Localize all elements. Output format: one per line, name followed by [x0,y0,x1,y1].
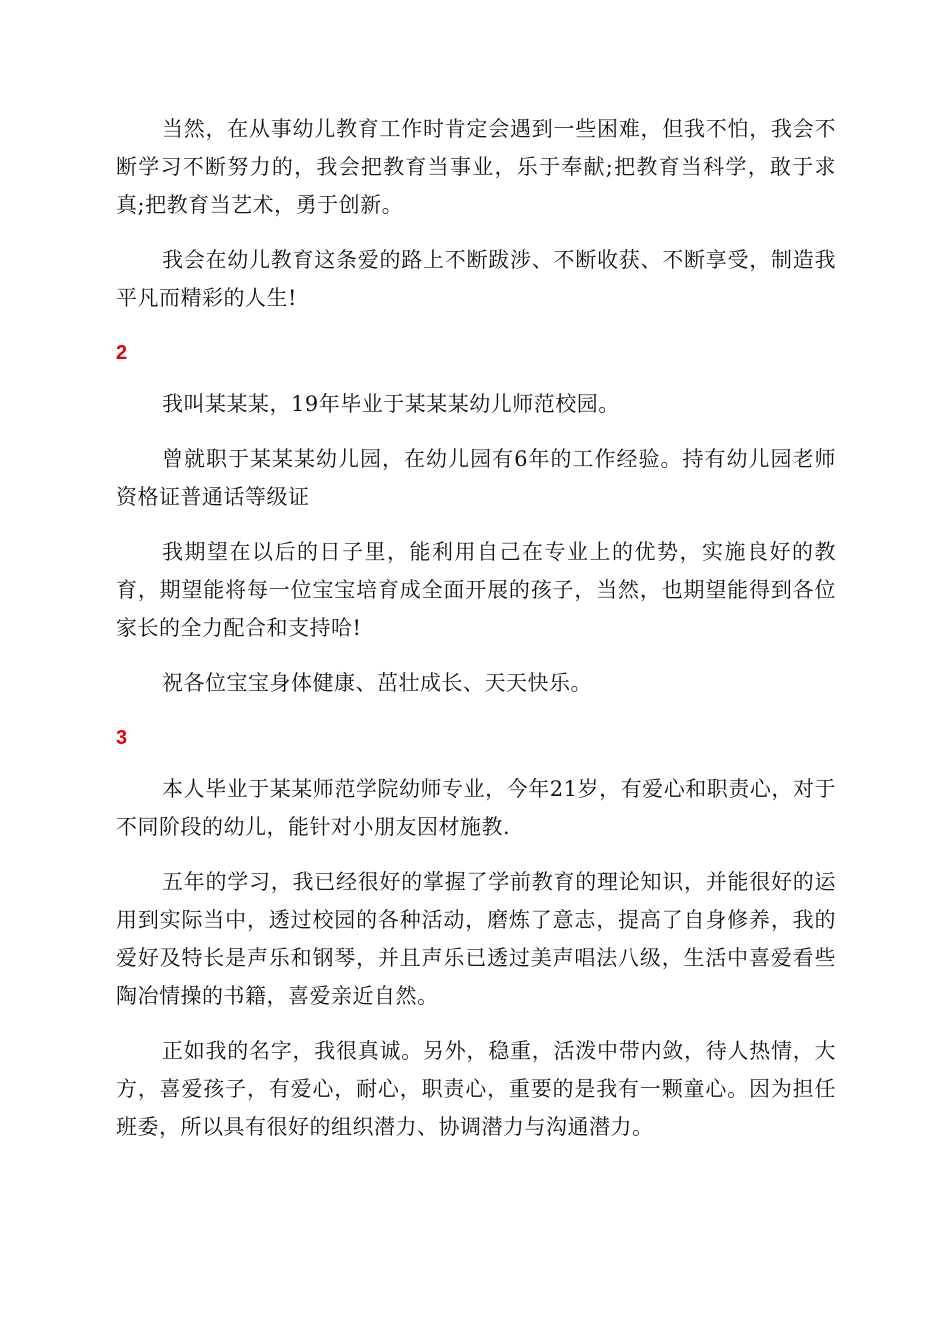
section-1 [116,110,836,317]
paragraph: 我期望在以后的日子里，能利用自己在专业上的优势，实施良好的教育，期望能将每一位宝宝培育成全面开展的孩子，当然，也期望能得到各位家长的全力配合和支持哈! [116,540,836,640]
paragraph: 五年的学习，我已经很好的掌握了学前教育的理论知识，并能很好的运用到实际当中，透过校园的各种活动，磨炼了意志，提高了自身修养，我的爱好及特长是声乐和钢琴，并且声乐已透过美声唱法八级，生活中喜爱看些陶冶情操的书籍，喜爱亲近自然。 [116,870,836,1008]
paragraph: 正如我的名字，我很真诚。另外，稳重，活泼中带内敛，待人热情，大方，喜爱孩子，有爱心，耐心，职责心，重要的是我有一颗童心。因为担任班委，所以具有很好的组织潜力、协调潜力与沟通潜力。 [116,1039,836,1139]
paragraph: 我叫某某某，19年毕业于某某某幼儿师范校园。 [162,392,620,416]
paragraph: 当然，在从事幼儿教育工作时肯定会遇到一些困难，但我不怕，我会不断学习不断努力的，我会把教育当事业，乐于奉献;把教育当科学，敢于求真;把教育当艺术，勇于创新。 [116,117,836,217]
document-body [116,110,836,1163]
section-number: 2 [116,342,128,364]
section-number: 3 [116,727,128,749]
paragraph: 我会在幼儿教育这条爱的路上不断跋涉、不断收获、不断享受，制造我平凡而精彩的人生! [116,248,836,310]
paragraph: 祝各位宝宝身体健康、茁壮成长、天天快乐。 [162,671,592,695]
section-2 [116,339,836,702]
section-3 [116,724,836,1146]
paragraph: 曾就职于某某某幼儿园，在幼儿园有6年的工作经验。持有幼儿园老师资格证普通话等级证 [116,447,836,509]
paragraph: 本人毕业于某某师范学院幼师专业，今年21岁，有爱心和职责心，对于不同阶段的幼儿，能针对小朋友因材施教. [116,777,836,839]
